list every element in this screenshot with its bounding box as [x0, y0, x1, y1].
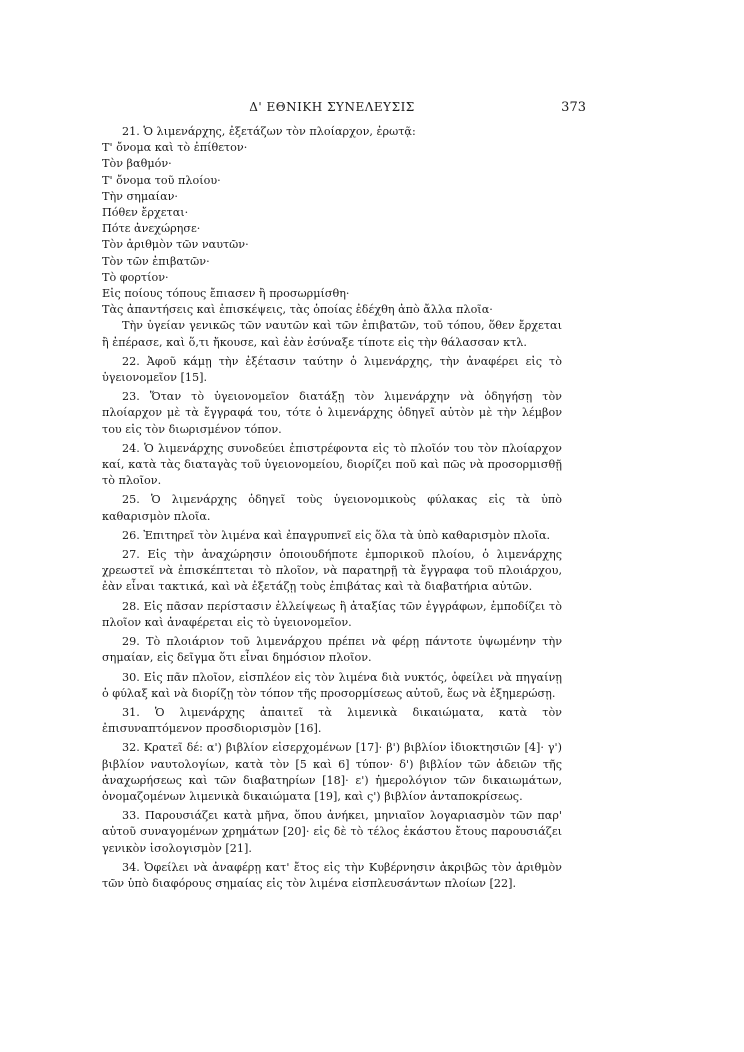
- list-item: Τὰς ἀπαντήσεις καὶ ἐπισκέψεις, τὰς ὁποίας ἐδέχθη ἀπὸ ἄλλα πλοῖα·: [102, 303, 493, 317]
- list-item: Πότε ἀνεχώρησε·: [102, 222, 201, 236]
- page-number: 373: [561, 100, 586, 115]
- section-21-intro: 21. Ὁ λιμενάρχης, ἐξετάζων τὸν πλοίαρχον, ἐρωτᾷ:: [122, 125, 416, 138]
- list-item: Τὸν τῶν ἐπιβατῶν·: [102, 254, 210, 268]
- list-item: Εἰς ποίους τόπους ἔπιασεν ἢ προσωρμίσθη·: [102, 287, 350, 301]
- body-text: [102, 124, 562, 892]
- paragraph-23: 23. Ὅταν τὸ ὑγειονομεῖον διατάξῃ τὸν λιμενάρχην νὰ ὁδηγήσῃ τὸν πλοίαρχον μὲ τὰ ἔγγραφά του, τότε ὁ λιμενάρχης ὁδηγεῖ αὐτὸν μὲ τὴν λέμβον του εἰς τὸν διωρισμένον τόπον.: [102, 390, 562, 436]
- list-item: Τὸν ἀριθμὸν τῶν ναυτῶν·: [102, 238, 249, 252]
- running-head: [102, 98, 586, 124]
- paragraph-31: 31. Ὁ λιμενάρχης ἀπαιτεῖ τὰ λιμενικὰ δικαιώματα, κατὰ τὸν ἐπισυναπτόμενον προσδιορισμὸν [16].: [102, 705, 562, 736]
- list-item: Τ' ὄνομα καὶ τὸ ἐπίθετον·: [102, 141, 248, 155]
- question-list: [102, 140, 562, 318]
- page-content: [102, 98, 586, 895]
- paragraph-34: 34. Ὀφείλει νὰ ἀναφέρῃ κατ' ἔτος εἰς τὴν Κυβέρνησιν ἀκριβῶς τὸν ἀριθμὸν τῶν ὑπὸ διαφόρους σημαίας εἰς τὸν λιμένα εἰσπλευσάντων πλοίων [22].: [102, 860, 562, 890]
- section-21-closing: Τὴν ὑγείαν γενικῶς τῶν ναυτῶν καὶ τῶν ἐπιβατῶν, τοῦ τόπου, ὅθεν ἔρχεται ἢ ἐπέρασε, καὶ ὅ,τι ἤκουσε, καὶ ἐὰν ἐσύναξε τίποτε εἰς τὴν θάλασσαν κτλ.: [102, 319, 562, 349]
- paragraph-22: 22. Ἀφοῦ κάμῃ τὴν ἐξέτασιν ταύτην ὁ λιμενάρχης, τὴν ἀναφέρει εἰς τὸ ὑγειονομεῖον [15].: [102, 354, 562, 385]
- paragraph-26: 26. Ἐπιτηρεῖ τὸν λιμένα καὶ ἐπαγρυπνεῖ εἰς ὅλα τὰ ὑπὸ καθαρισμὸν πλοῖα.: [122, 528, 551, 542]
- paragraph-24: 24. Ὁ λιμενάρχης συνοδεύει ἐπιστρέφοντα εἰς τὸ πλοῖόν του τὸν πλοίαρχον καί, κατὰ τὰς διαταγὰς τοῦ ὑγειονομείου, διορίζει ποῦ καὶ πῶς νὰ προσορμισθῇ τὸ πλοῖον.: [102, 441, 562, 488]
- list-item: Τὸ φορτίον·: [102, 270, 169, 284]
- paragraph-29: 29. Τὸ πλοιάριον τοῦ λιμενάρχου πρέπει νὰ φέρῃ πάντοτε ὑψωμένην τὴν σημαίαν, εἰς δεῖγμα ὅτι εἶναι δημόσιον πλοῖον.: [102, 635, 562, 665]
- list-item: Τὴν σημαίαν·: [102, 189, 178, 203]
- list-item: Τ' ὄνομα τοῦ πλοίου·: [102, 173, 221, 187]
- paragraph-25: 25. Ὁ λιμενάρχης ὁδηγεῖ τοὺς ὑγειονομικοὺς φύλακας εἰς τὰ ὑπὸ καθαρισμὸν πλοῖα.: [102, 493, 562, 523]
- paragraph-27: 27. Εἰς τὴν ἀναχώρησιν ὁποιουδήποτε ἐμπορικοῦ πλοίου, ὁ λιμενάρχης χρεωστεῖ νὰ ἐπισκέπτεται τὸ πλοῖον, νὰ παρατηρῇ τὰ ἔγγραφα τοῦ πλοιάρχου, ἐὰν εἶναι τακτικά, καὶ νὰ ἐξετάζῃ τοὺς ἐπιβάτας καὶ τὰ διαβατήρια αὐτῶν.: [102, 548, 562, 594]
- paragraph-28: 28. Εἰς πᾶσαν περίστασιν ἐλλείψεως ἢ ἀταξίας τῶν ἐγγράφων, ἐμποδίζει τὸ πλοῖον καὶ ἀναφέρεται εἰς τὸ ὑγειονομεῖον.: [102, 599, 562, 629]
- paragraph-30: 30. Εἰς πᾶν πλοῖον, εἰσπλέον εἰς τὸν λιμένα διὰ νυκτός, ὀφείλει νὰ πηγαίνῃ ὁ φύλαξ καὶ νὰ διορίζῃ τὸν τόπον τῆς προσορμίσεως αὐτοῦ, ἕως νὰ ἐξημερώσῃ.: [102, 670, 562, 700]
- list-item: Τὸν βαθμόν·: [102, 157, 172, 171]
- running-title: Δ' ΕΘΝΙΚΗ ΣΥΝΕΛΕΥΣΙΣ: [249, 100, 415, 114]
- paragraph-32: 32. Κρατεῖ δέ: α') βιβλίον εἰσερχομένων [17]· β') βιβλίον ἰδιοκτησιῶν [4]· γ') βιβλίον ναυτολογίων, κατὰ τὸν [5 καὶ 6] τύπον· δ') βιβλίον τῶν ἀδειῶν τῆς ἀναχωρήσεως καὶ τῶν διαβατηρίων [18]· ε') ἡμερολόγιον τῶν δικαιωμάτων, ὀνομαζομένων λιμενικὰ δικαιώματα [19], καὶ ς') βιβλίον ἀνταποκρίσεως.: [102, 741, 562, 803]
- list-item: Πόθεν ἔρχεται·: [102, 206, 189, 220]
- paragraph-33: 33. Παρουσιάζει κατὰ μῆνα, ὅπου ἀνήκει, μηνιαῖον λογαριασμὸν τῶν παρ' αὐτοῦ συναγομένων χρημάτων [20]· εἰς δὲ τὸ τέλος ἑκάστου ἔτους παρουσιάζει γενικὸν ἰσολογισμὸν [21].: [102, 809, 562, 855]
